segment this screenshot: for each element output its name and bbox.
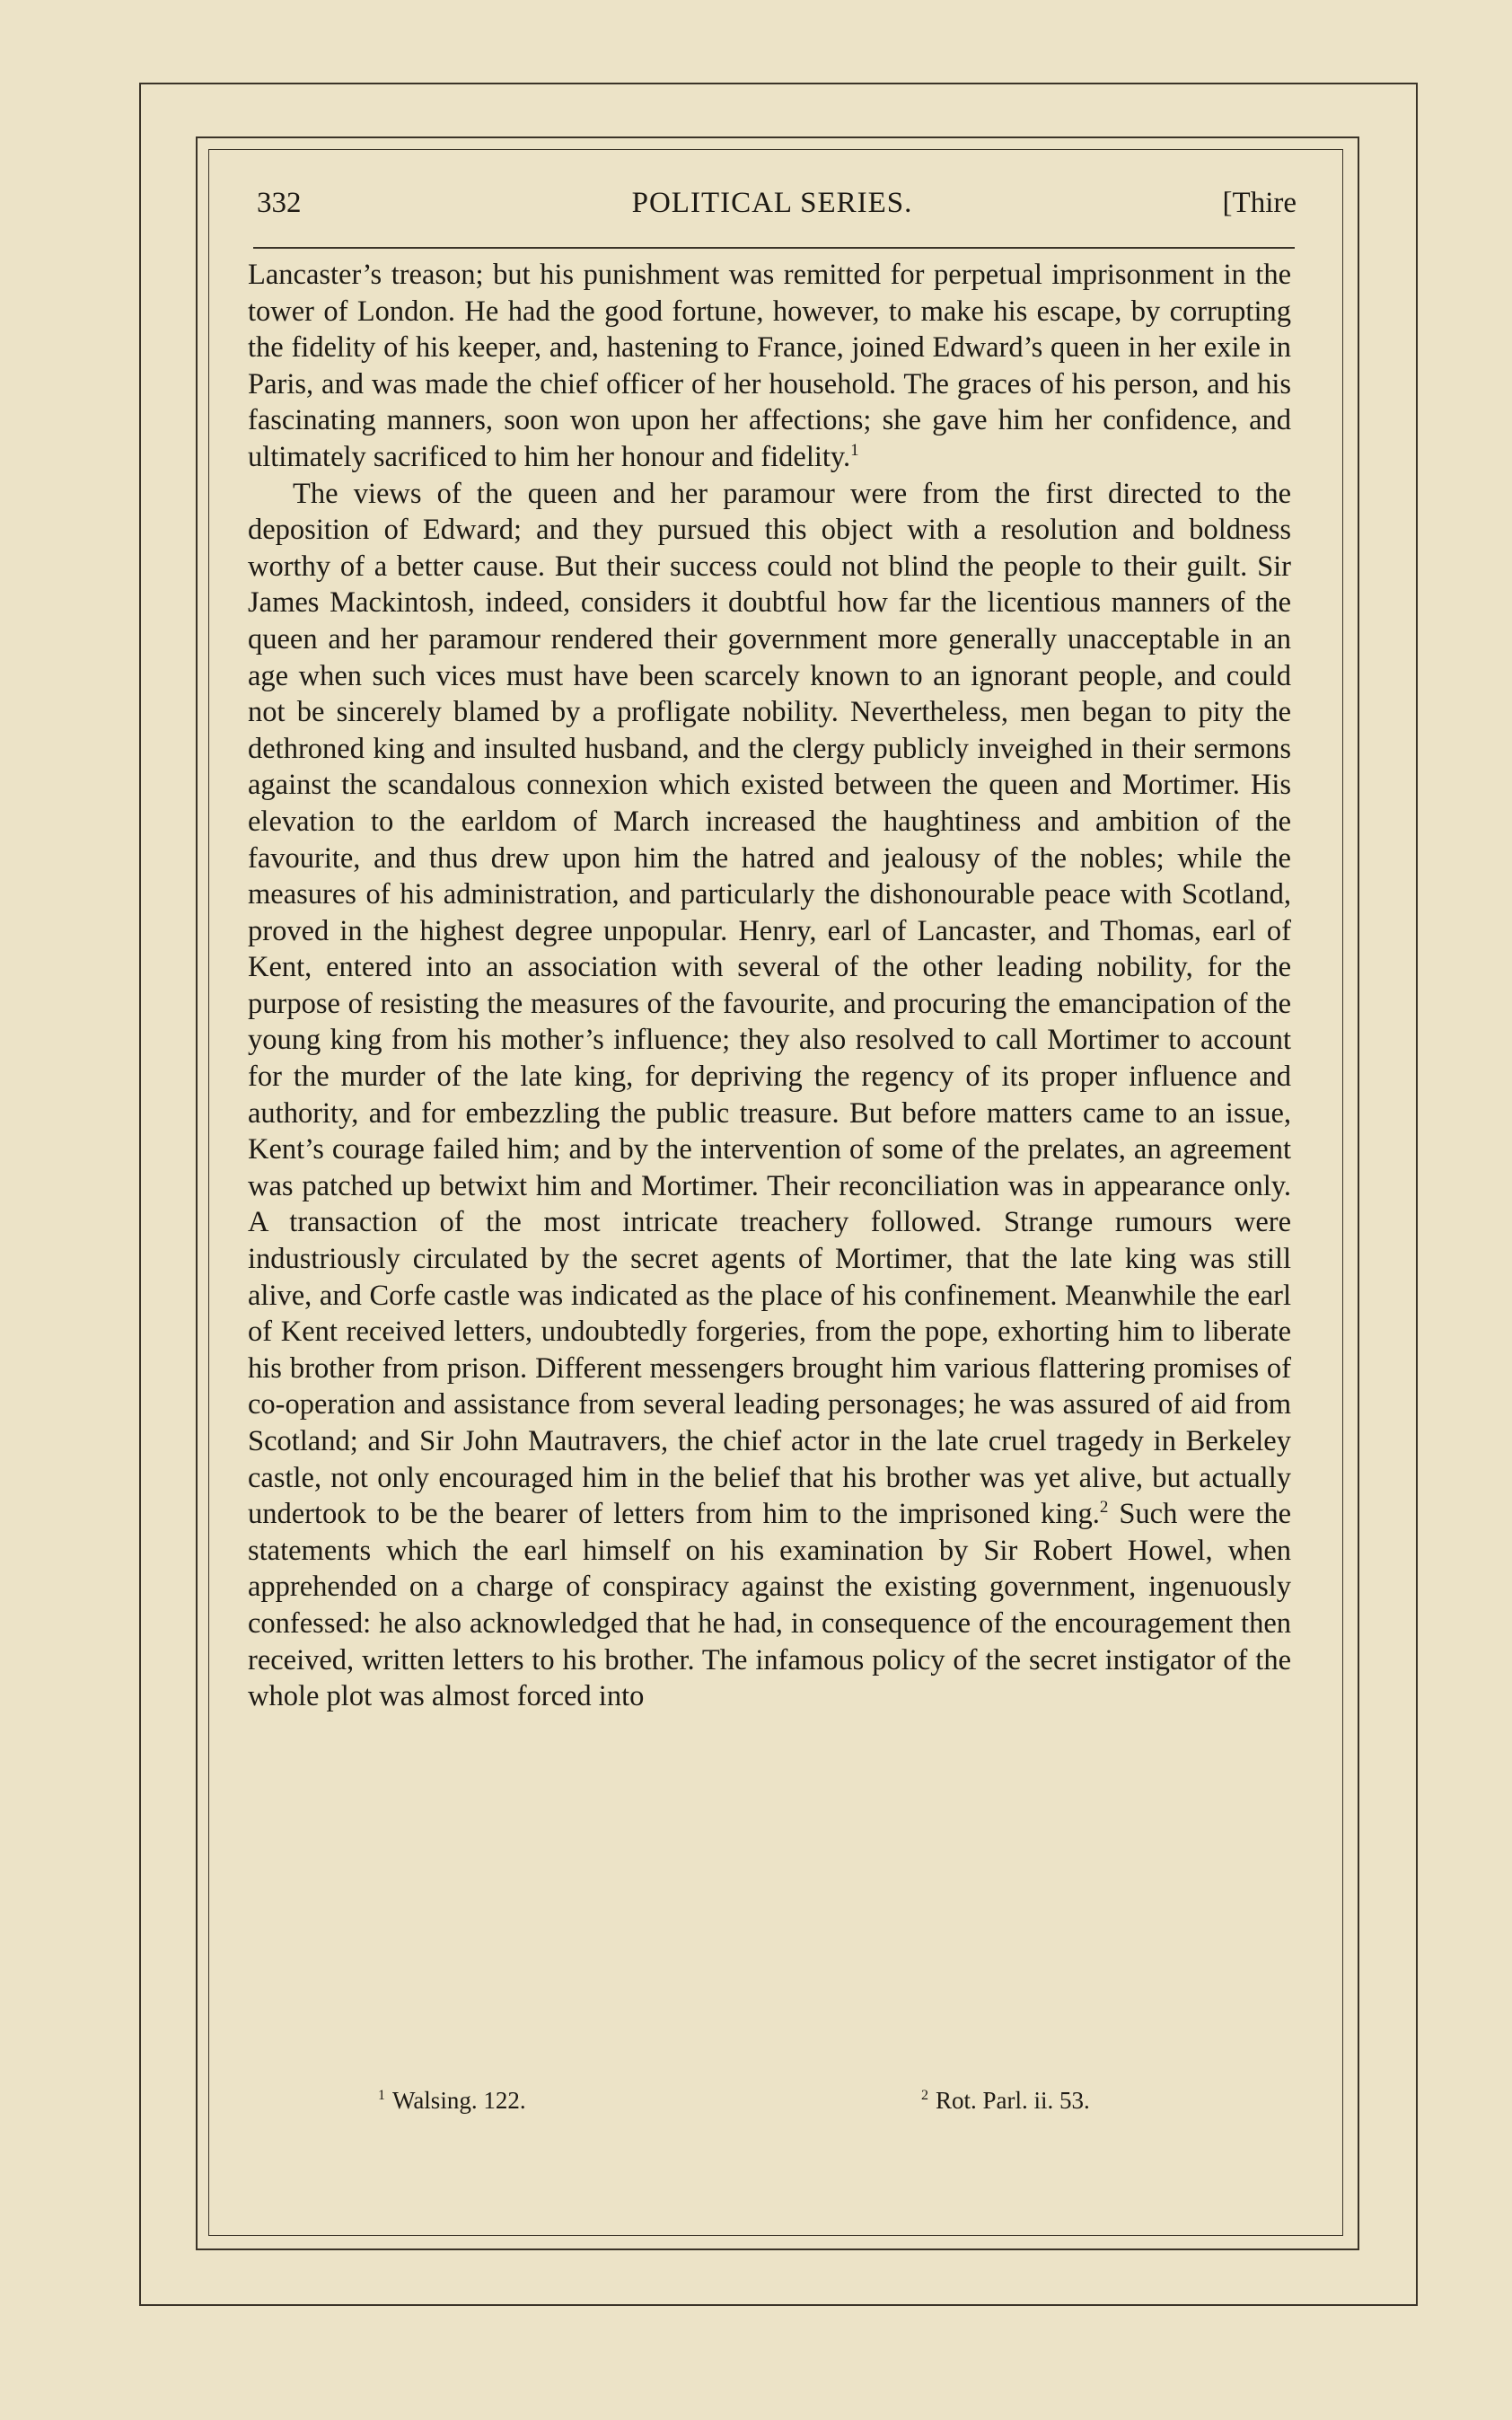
running-header — [248, 176, 1297, 230]
footnote-reference: 2 — [1099, 1498, 1109, 1518]
book-page — [248, 176, 1297, 2114]
footnote-text: Rot. Parl. ii. 53. — [936, 2087, 1090, 2114]
section-marker: [Thire — [1222, 187, 1297, 219]
footnote-reference: 1 — [850, 441, 859, 461]
page-number: 332 — [257, 187, 302, 219]
paragraph-text: Such were the statements which the earl himself on his examination by Sir Robert Howel, when apprehended on a charge of conspiracy against the existing government, ingenuously confessed: he also acknowledged that he had, in consequence of the encouragement then received, written letters to his brother. The infamous policy of the secret instigator of the whole plot was almost forced into — [248, 1498, 1291, 1713]
footnote-mark: 2 — [921, 2088, 928, 2103]
footnote-text: Walsing. 122. — [392, 2087, 526, 2114]
running-title: POLITICAL SERIES. — [631, 187, 913, 219]
paragraph — [248, 476, 1291, 1715]
paragraph-text: Lancaster’s treason; but his punishment was remitted for perpetual imprisonment in the tower of London. He had the good fortune, however, to make his escape, by corrupting the fidelity of his keeper, and, hastening to France, joined Edward’s queen in her exile in Paris, and was made the chief officer of her household. The graces of his person, and his fascinating manners, soon won upon her affections; she gave him her confidence, and ultimately sacrificed to him her honour and fidelity. — [248, 259, 1291, 473]
body-text — [248, 257, 1291, 1715]
footnotes — [248, 2087, 1289, 2123]
paragraph — [248, 257, 1291, 476]
footnote-2 — [921, 2087, 1090, 2115]
paragraph-text: The views of the queen and her paramour were from the first directed to the deposition of Edward; and they pursued this object with a resolution and boldness worthy of a better cause. But their success could not blind the people to their guilt. Sir James Mackintosh, indeed, considers it doubtful how far the licentious manners of the queen and her paramour rendered their government more generally unacceptable in an age when such vices must have been scarcely known to an ignorant people, and could not be sincerely blamed by a profligate nobility. Nevertheless, men began to pity the dethroned king and insulted husband, and the clergy publicly inveighed in their sermons against the scandalous connexion which existed between the queen and Mortimer. His elevation to the earldom of March increased the haughtiness and ambition of the favourite, and thus drew upon him the hatred and jealousy of the nobles; while the measures of his administration, and particularly the dishonourable peace with Scotland, proved in the highest degree unpopular. Henry, earl of Lancaster, and Thomas, earl of Kent, entered into an association with several of the other leading nobility, for the purpose of resisting the measures of the favourite, and procuring the emancipation of the young king from his mother’s influence; they also resolved to call Mortimer to account for the murder of the late king, for depriving the regency of its proper influence and authority, and for embezzling the public treasure. But before matters came to an issue, Kent’s courage failed him; and by the intervention of some of the prelates, an agreement was patched up betwixt him and Mortimer. Their reconciliation was in appearance only. A transaction of the most intricate treachery followed. Strange rumours were industriously circulated by the secret agents of Mortimer, that the late king was still alive, and Corfe castle was indicated as the place of his confinement. Meanwhile the earl of Kent received letters, undoubtedly forgeries, from the pope, exhorting him to liberate his brother from prison. Different messengers brought him various flattering promises of co-operation and assistance from several leading personages; he was assured of aid from Scotland; and Sir John Mautravers, the chief actor in the late cruel tragedy in Berkeley castle, not only encouraged him in the belief that his brother was yet alive, but actually undertook to be the bearer of letters from him to the imprisoned king. — [248, 477, 1291, 1531]
header-rule — [253, 247, 1295, 249]
footnote-1 — [378, 2087, 526, 2115]
footnote-mark: 1 — [378, 2088, 385, 2103]
